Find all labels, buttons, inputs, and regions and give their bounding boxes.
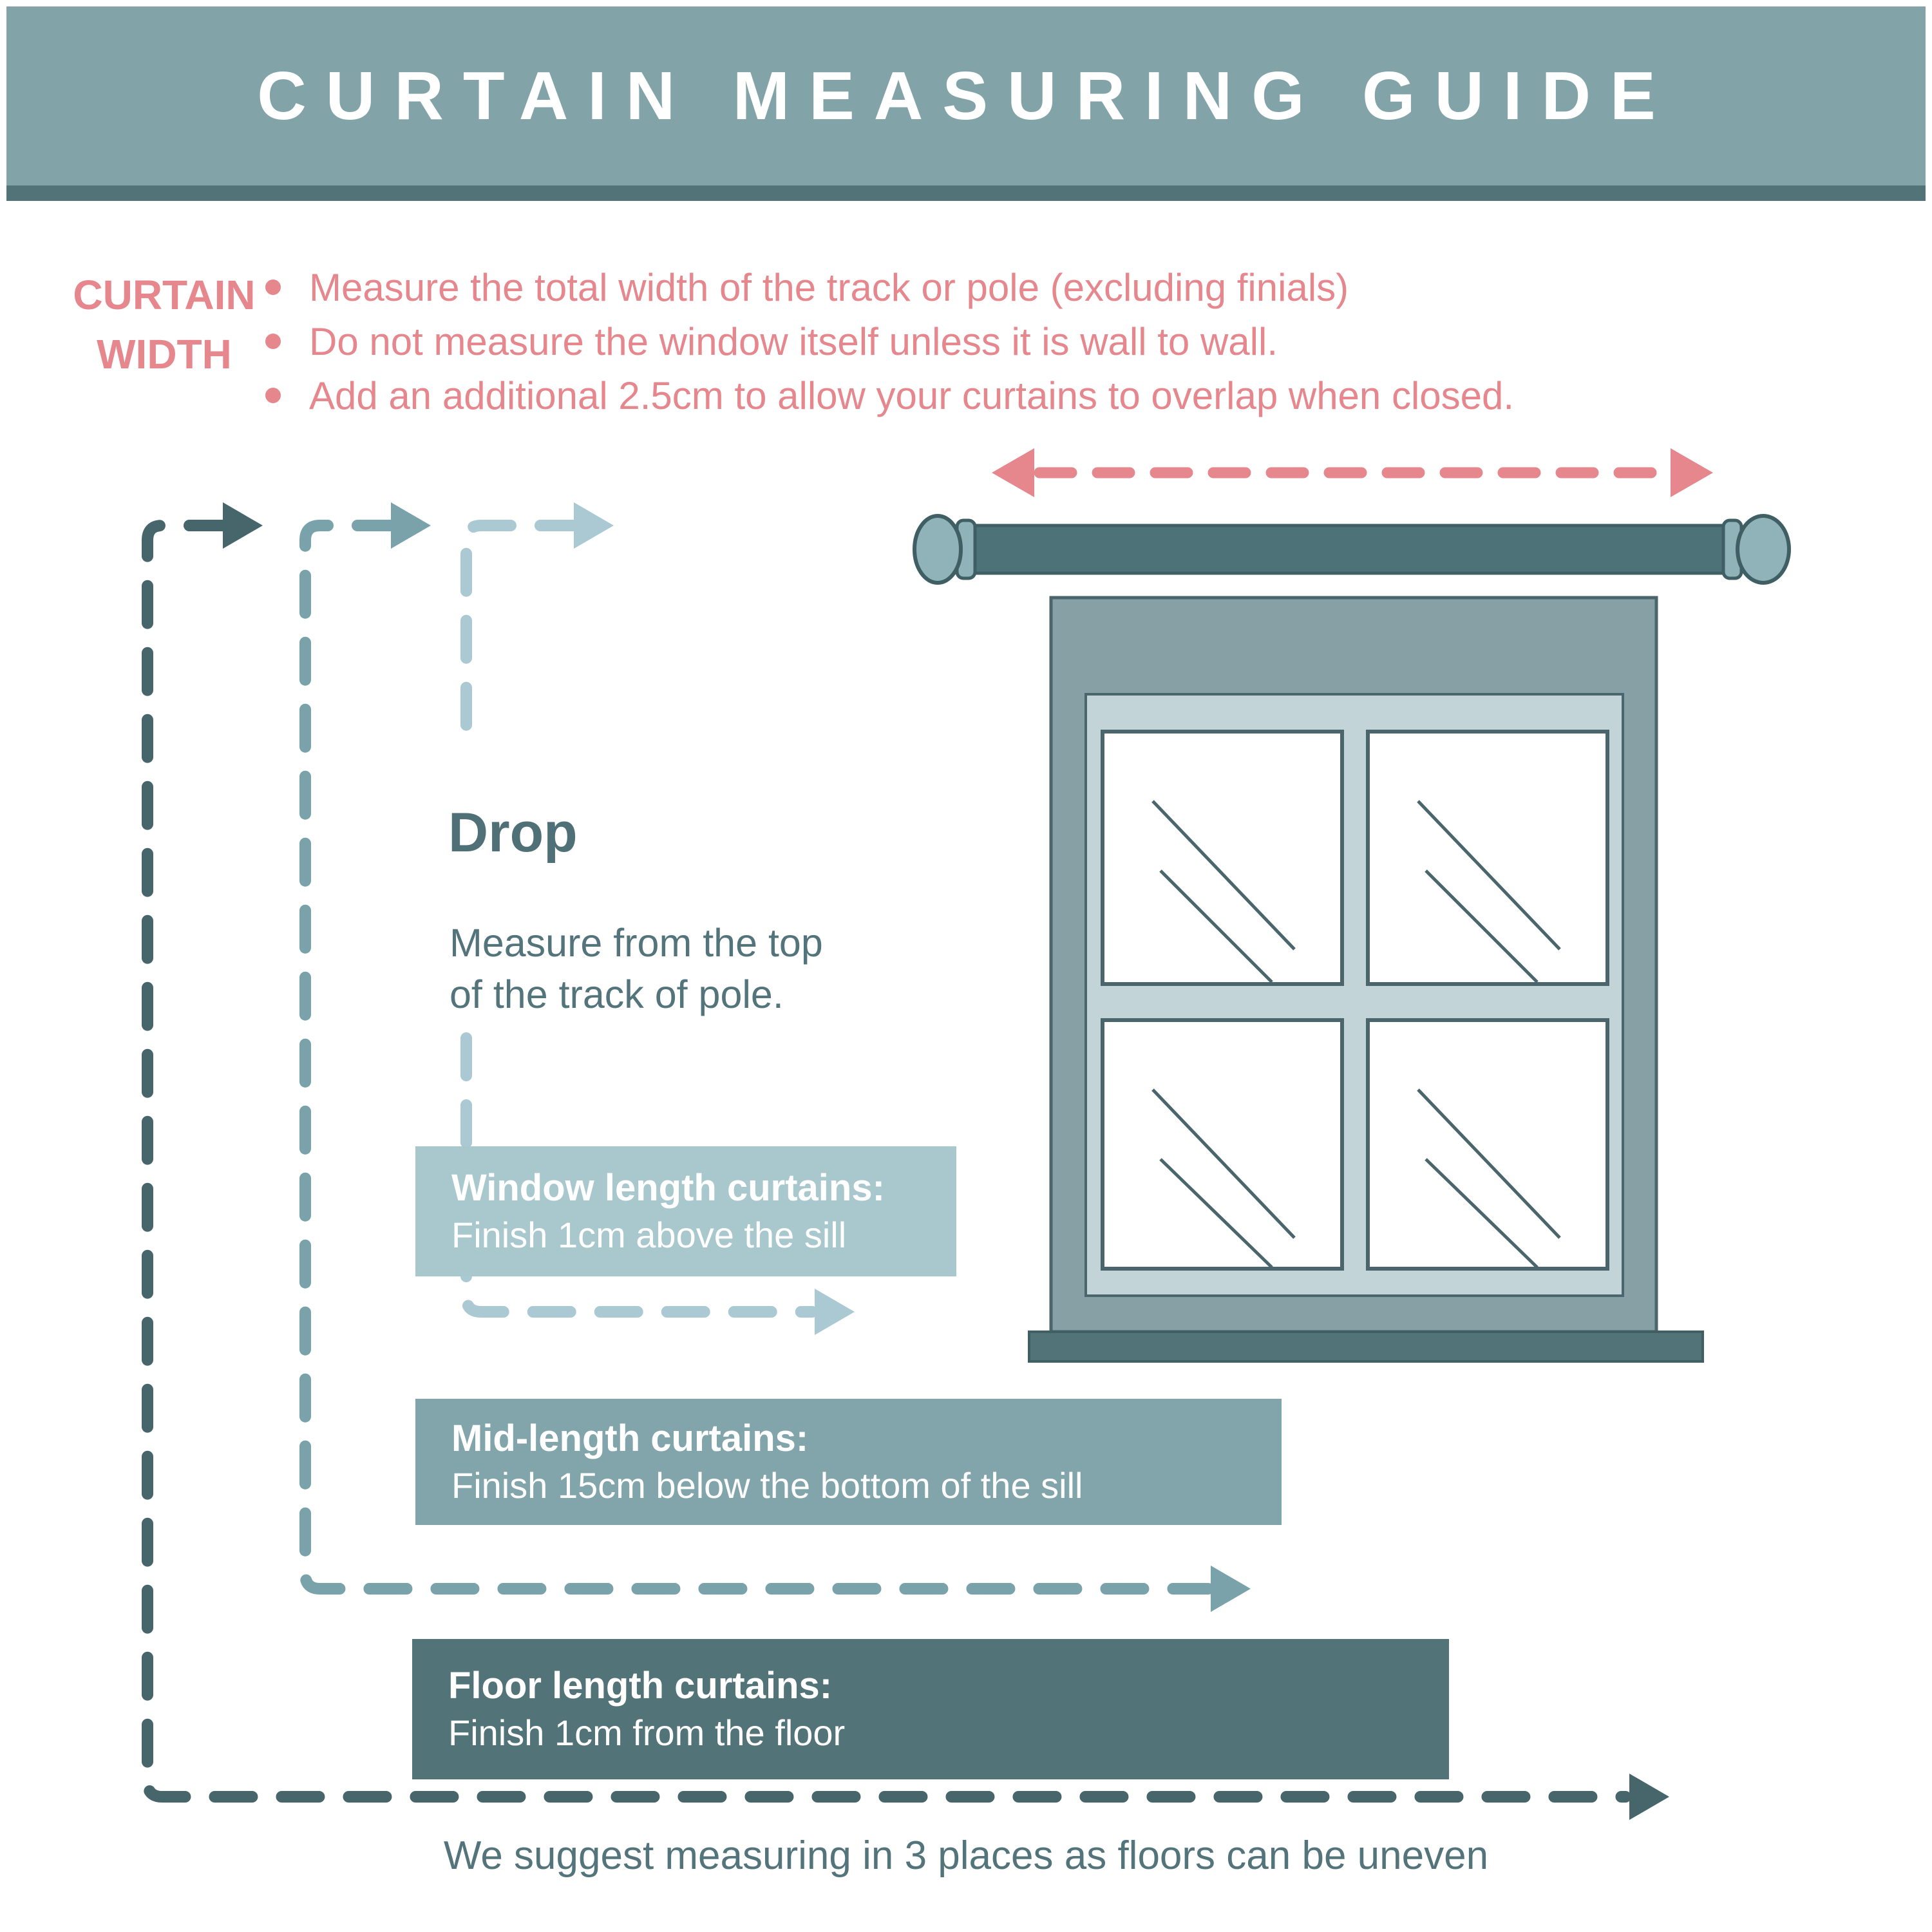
floor-length-title: Floor length curtains: (448, 1665, 833, 1707)
drop-description-line2: of the track of pole. (450, 972, 784, 1016)
curtain-width-heading-line2: WIDTH (97, 331, 232, 377)
width-measure-arrow (992, 448, 1713, 497)
curtain-pole (914, 516, 1789, 583)
window-pane (1368, 732, 1607, 984)
bullet-text: Measure the total width of the track or pole (excluding finials) (309, 266, 1349, 309)
window-pane (1368, 1020, 1607, 1269)
arrowhead-right-icon (1671, 448, 1713, 497)
window-illustration (1029, 598, 1703, 1361)
mid-length-title: Mid-length curtains: (451, 1417, 809, 1459)
window-pane (1103, 732, 1342, 984)
drop-description (450, 917, 823, 1020)
arrowhead-icon (1211, 1566, 1251, 1612)
window-pane (1103, 1020, 1342, 1269)
window-length-subtitle: Finish 1cm above the sill (451, 1215, 847, 1255)
footer-note: We suggest measuring in 3 places as floors can be uneven (443, 1833, 1489, 1878)
pole-finial-right (1738, 516, 1789, 583)
arrowhead-icon (1629, 1774, 1669, 1820)
bullet-text: Do not measure the window itself unless it is wall to wall. (309, 320, 1278, 363)
window-length-label (415, 1146, 956, 1276)
window-sill (1029, 1332, 1703, 1361)
drop-description-line1: Measure from the top (450, 921, 823, 965)
arrowhead-icon (574, 502, 614, 549)
mid-length-subtitle: Finish 15cm below the bottom of the sill (451, 1465, 1083, 1506)
pole-bar (974, 526, 1725, 573)
window-length-title: Window length curtains: (451, 1167, 885, 1209)
floor-length-label (412, 1639, 1449, 1779)
arrowhead-left-icon (992, 448, 1034, 497)
drop-heading: Drop (448, 802, 578, 864)
arrowhead-icon (391, 502, 431, 549)
arrowhead-icon (223, 502, 263, 549)
pole-finial-left (914, 516, 961, 583)
floor-length-subtitle: Finish 1cm from the floor (448, 1712, 846, 1753)
page-title: CURTAIN MEASURING GUIDE (257, 57, 1675, 134)
arrowhead-icon (815, 1289, 855, 1335)
mid-length-label (415, 1399, 1282, 1525)
bullet-text: Add an additional 2.5cm to allow your curtains to overlap when closed. (309, 374, 1515, 417)
curtain-width-heading-line1: CURTAIN (73, 272, 256, 318)
drop-line-window-dashes-top (466, 526, 578, 751)
